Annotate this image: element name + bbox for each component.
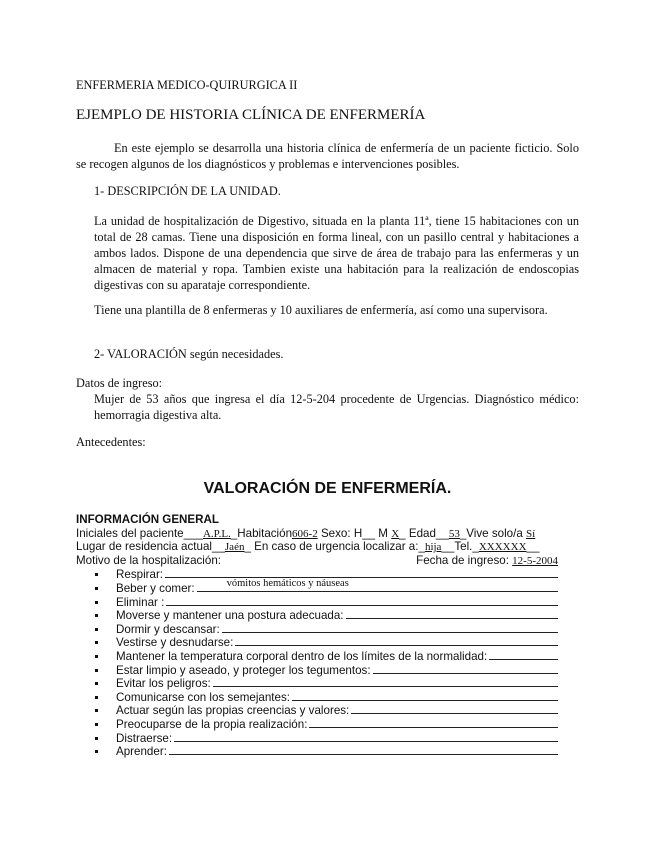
- need-field[interactable]: [489, 649, 558, 660]
- need-item: [76, 649, 558, 663]
- urgencia-value[interactable]: hija: [424, 541, 442, 554]
- row-residencia: Lugar de residencia actual __ Jaén _ En caso de urgencia localizar a: _ hija __ Tel. _ XXXXXX __: [76, 540, 540, 554]
- need-item: [76, 578, 558, 595]
- need-item: [76, 635, 558, 649]
- staff-paragraph: Tiene una plantilla de 8 enfermeras y 10 auxiliares de enfermería, así como una supervisora.: [94, 303, 548, 317]
- need-item: [76, 663, 558, 677]
- need-label: Dormir y descansar:: [116, 622, 220, 636]
- datos-label: Datos de ingreso:: [76, 376, 163, 390]
- edad-value[interactable]: 53: [448, 527, 460, 540]
- need-label: Preocuparse de la propia realización:: [116, 717, 308, 731]
- need-label: Aprender:: [116, 745, 167, 759]
- sexo-value[interactable]: X: [391, 527, 400, 540]
- valoracion-title: VALORACIÓN DE ENFERMERÍA.: [203, 480, 452, 497]
- need-label: Comunicarse con los semejantes:: [116, 690, 290, 704]
- need-field[interactable]: [373, 663, 558, 674]
- need-label: Beber y comer:: [116, 581, 195, 595]
- tel-value[interactable]: XXXXXX: [478, 541, 527, 554]
- need-item: [76, 744, 558, 758]
- info-heading: INFORMACIÓN GENERAL: [76, 513, 219, 526]
- need-label: Moverse y mantener una postura adecuada:: [116, 609, 344, 623]
- section1-heading: 1- DESCRIPCIÓN DE LA UNIDAD.: [94, 184, 281, 198]
- need-label: Distraerse:: [116, 731, 173, 745]
- need-label: Eliminar :: [116, 595, 165, 609]
- needs-list: [76, 567, 558, 757]
- need-label: Mantener la temperatura corporal dentro de los límites de la normalidad:: [116, 649, 488, 663]
- row-iniciales: Iniciales del paciente ___ A.P.L. _ Habitación 606-2 Sexo: H__ M X _ Edad __ 53 _ Vive solo/a Sí: [76, 526, 536, 540]
- need-field[interactable]: [174, 731, 558, 742]
- general-info-form: [76, 513, 558, 758]
- need-label: Actuar según las propias creencias y valores:: [116, 704, 350, 718]
- need-field[interactable]: [222, 622, 558, 633]
- need-item: [76, 731, 558, 745]
- fecha-value[interactable]: 12-5-2004: [512, 554, 558, 567]
- need-value: vómitos hemáticos y náuseas: [226, 578, 349, 590]
- antecedentes-label: Antecedentes:: [76, 435, 146, 449]
- need-field[interactable]: [169, 744, 558, 755]
- datos-text: Mujer de 53 años que ingresa el día 12-5-204 procedente de Urgencias. Diagnóstico médico: hemorragia digestiva alta.: [94, 392, 579, 422]
- residencia-value[interactable]: Jaén: [224, 541, 245, 554]
- need-item: [76, 717, 558, 731]
- need-label: Estar limpio y aseado, y proteger los tegumentos:: [116, 663, 371, 677]
- need-field[interactable]: [346, 608, 558, 619]
- need-item: [76, 676, 558, 690]
- need-label: Evitar los peligros:: [116, 677, 211, 691]
- course-header: ENFERMERIA MEDICO-QUIRURGICA II: [76, 78, 298, 92]
- section2-heading: 2- VALORACIÓN según necesidades.: [94, 347, 284, 361]
- unit-description: La unidad de hospitalización de Digestivo, situada en la planta 11ª, tiene 15 habitaciones con un total de 28 camas. Tiene una disposición en forma lineal, con un pasillo central y habitaciones a ambos lados. Dispone de una dependencia que sirve de área de trabajo para las enfermeras y un almacen de material y ropa. Tambien existe una habitación para la realización de endoscopias digestivas con su aparataje correspondiente.: [94, 214, 579, 292]
- habitacion-value[interactable]: 606-2: [292, 527, 318, 540]
- need-field[interactable]: [213, 676, 558, 687]
- need-label: Respirar:: [116, 568, 164, 582]
- need-item: [76, 608, 558, 622]
- need-item: [76, 690, 558, 704]
- need-field[interactable]: [292, 690, 558, 701]
- need-field[interactable]: [235, 635, 558, 646]
- need-item: [76, 595, 558, 609]
- need-item: [76, 622, 558, 636]
- iniciales-value[interactable]: A.P.L.: [202, 527, 231, 540]
- vive-value[interactable]: Sí: [526, 527, 536, 540]
- need-field[interactable]: [351, 703, 558, 714]
- document-title: EJEMPLO DE HISTORIA CLÍNICA DE ENFERMERÍA: [76, 107, 426, 123]
- need-field[interactable]: [166, 595, 558, 606]
- need-field[interactable]: [309, 717, 558, 728]
- intro-paragraph: En este ejemplo se desarrolla una historia clínica de enfermería de un paciente ficticio. Solo se recogen algunos de los diagnósticos y problemas e intervenciones posibles.: [76, 141, 579, 171]
- need-item: [76, 703, 558, 717]
- need-field[interactable]: [165, 567, 558, 578]
- need-label: Vestirse y desnudarse:: [116, 636, 234, 650]
- need-field[interactable]: [197, 578, 558, 592]
- row-motivo: Motivo de la hospitalización: Fecha de ingreso: 12-5-2004: [76, 553, 558, 567]
